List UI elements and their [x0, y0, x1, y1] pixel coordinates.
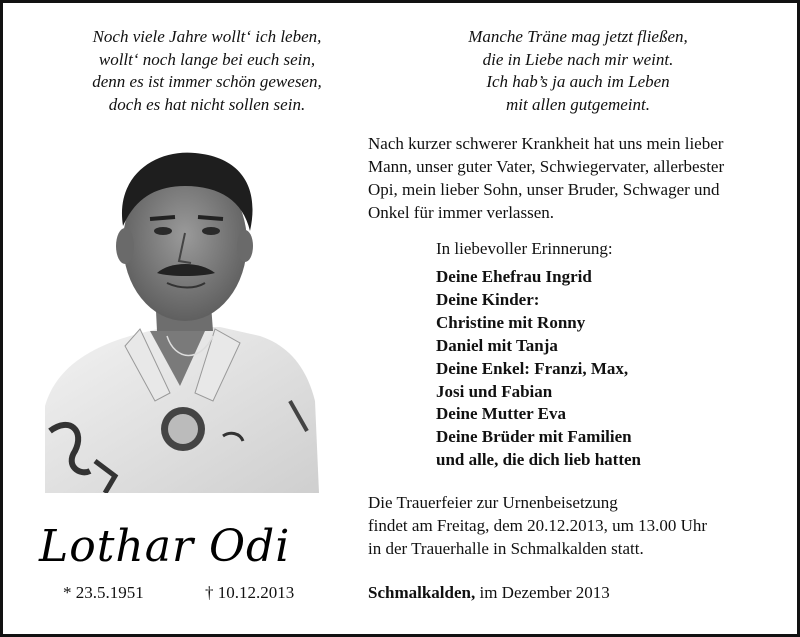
- service-line: findet am Freitag, dem 20.12.2013, um 13.00 Uhr: [368, 516, 708, 535]
- signature-date: im Dezember 2013: [475, 583, 610, 602]
- poem-line: denn es ist immer schön gewesen,: [92, 72, 322, 91]
- mourner-line: Deine Brüder mit Familien: [436, 427, 632, 447]
- mourner-line: Deine Enkel: Franzi, Max,: [436, 358, 629, 378]
- poem-left: [47, 26, 367, 116]
- birth-date: * 23.5.1951: [63, 583, 144, 602]
- place-date-signature: [368, 582, 610, 604]
- mourner-line: Deine Ehefrau Ingrid: [436, 267, 592, 286]
- poem-line: die in Liebe nach mir weint.: [482, 49, 674, 69]
- poem-right: [418, 26, 738, 116]
- deceased-name: Lothar Odi: [39, 521, 291, 572]
- poem-line: mit allen gutgemeint.: [505, 94, 650, 114]
- poem-line: wollt‘ noch lange bei euch sein,: [98, 49, 316, 69]
- service-line: in der Trauerhalle in Schmalkalden statt.: [368, 539, 644, 558]
- mourner-line: Deine Mutter Eva: [436, 404, 566, 424]
- service-line: Die Trauerfeier zur Urnenbeisetzung: [368, 493, 618, 512]
- poem-line: Noch viele Jahre wollt‘ ich leben,: [92, 27, 322, 46]
- memory-label: In liebevoller Erinnerung:: [436, 239, 613, 258]
- poem-line: Manche Träne mag jetzt fließen,: [468, 27, 688, 46]
- mourner-line: Josi und Fabian: [436, 381, 553, 401]
- intro-line: Mann, unser guter Vater, Schwiegervater, allerbester: [368, 157, 725, 176]
- signature-place: Schmalkalden,: [368, 583, 476, 602]
- portrait-illustration: [45, 131, 319, 493]
- portrait-photo: [45, 131, 319, 493]
- funeral-service-info: [368, 491, 707, 560]
- mourner-line: Daniel mit Tanja: [436, 335, 558, 355]
- intro-line: Onkel für immer verlassen.: [368, 203, 554, 222]
- mourner-line: und alle, die dich lieb hatten: [436, 450, 641, 470]
- poem-line: doch es hat nicht sollen sein.: [108, 94, 306, 114]
- mourners-list: [436, 266, 641, 472]
- mourner-line: Christine mit Ronny: [436, 312, 586, 332]
- death-date: † 10.12.2013: [205, 583, 295, 602]
- intro-line: Opi, mein lieber Sohn, unser Bruder, Schwager und: [368, 180, 720, 199]
- intro-text: [368, 132, 788, 224]
- intro-line: Nach kurzer schwerer Krankheit hat uns mein lieber: [368, 134, 724, 153]
- mourner-line: Deine Kinder:: [436, 289, 540, 309]
- poem-line: Ich hab’s ja auch im Leben: [486, 72, 670, 91]
